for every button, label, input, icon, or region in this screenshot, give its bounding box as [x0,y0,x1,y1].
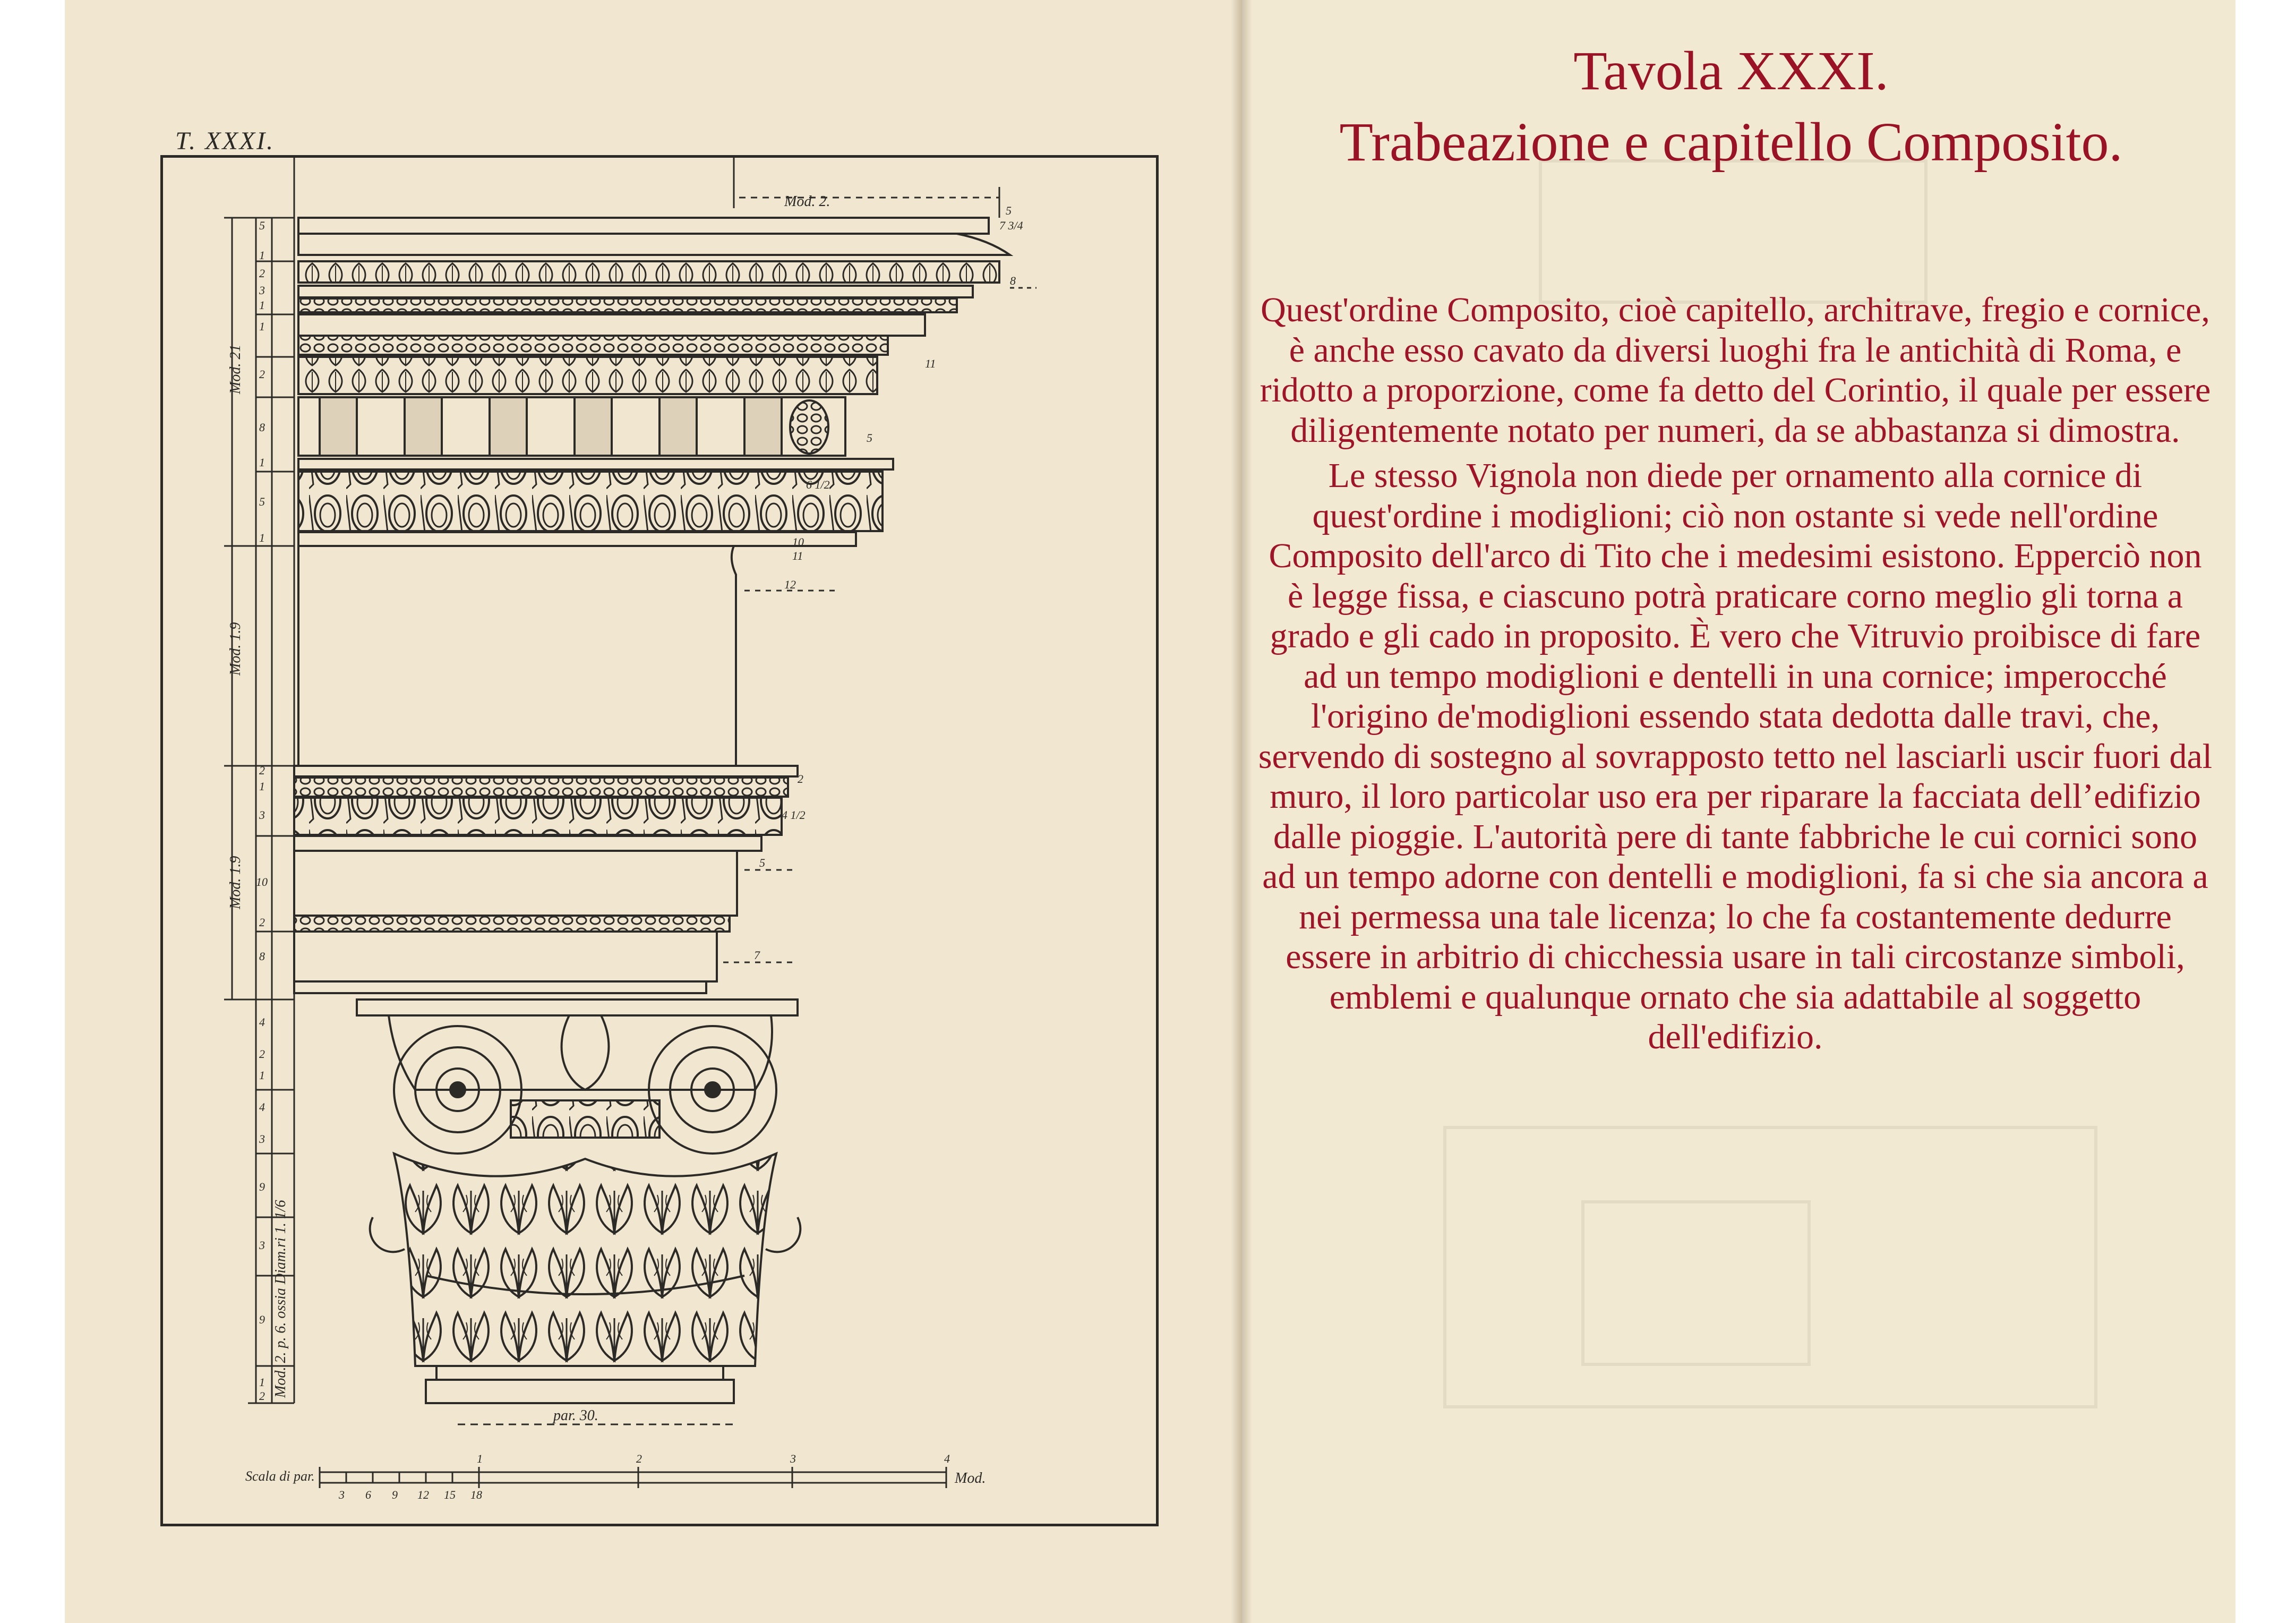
dim-mod19-frieze: Mod. 1.9 [227,622,244,676]
scale-mod-label: 3 [790,1452,796,1465]
dim-capital-height: Mod. 2. p. 6. ossia Diam.ri 1. 1/6 [272,1200,289,1398]
dim-mod21: Mod. 21 [227,344,244,394]
book-gutter [1231,0,1252,1623]
part-label: 10 [256,875,268,889]
plate-label: T. XXXI. [175,127,275,155]
part-label: 2 [259,764,265,777]
offset-label: 5 [1006,204,1012,217]
scale-tick-label: 15 [444,1488,456,1501]
dim-mod2-top: Mod. 2. [784,193,830,210]
part-label: 1 [259,320,265,333]
offset-label: 11 [925,357,936,370]
part-label: 3 [259,808,265,822]
offset-label: 2 [798,772,803,785]
offset-label: 11 [792,549,803,562]
part-label: 1 [259,780,265,793]
part-label: 4 [259,1015,265,1029]
title-line-2: Trabeazione e capitello Composito. [1339,112,2123,173]
part-label: 9 [259,1180,265,1193]
scale-tick-label: 12 [417,1488,429,1501]
frieze [298,546,736,766]
part-label: 1 [259,456,265,469]
scale-tick-label: 18 [470,1488,482,1501]
right-offset-labels [754,204,1023,962]
scale-mod-label: 4 [944,1452,950,1465]
dim-mod19-architrave: Mod. 1.9 [227,856,244,909]
scale-tick-label: 6 [365,1488,371,1501]
offset-label: 5 [759,856,765,869]
part-label: 9 [259,1313,265,1326]
scale-mod-label: 1 [477,1452,483,1465]
paragraph-1: Quest'ordine Composito, cioè capitello, architrave, fregio e cornice, è anche esso cavato da diversi luoghi fra le antichità di Roma, e ridotto a proporzione, come fa detto del Corintio, il quale per essere diligentemente notato per numeri, da se abbastanza si dimostra. [1260,291,2211,450]
offset-label: 7 3/4 [999,219,1023,232]
part-label: 3 [259,284,265,297]
part-label: 2 [259,1047,265,1061]
offset-label: 7 [754,949,760,962]
entablature-drawing [160,155,1159,1526]
offset-label: 8 [1010,274,1016,287]
scale-label: Scala di par. [245,1468,315,1484]
cornice [298,218,1010,546]
scale-unit: Mod. [955,1470,986,1487]
part-label: 2 [259,1389,265,1403]
part-label: 1 [259,298,265,312]
paragraph-2: Le stesso Vignola non diede per ornamento alla cornice di quest'ordine i modiglioni; ciò non ostante si vede nell'ordine Composito dell'arco di Tito che i medesimi esistono. Epperciò non è legge fissa, e ciascuno potrà praticare corno meglio gli torna a grado e gli cado in proposito. È vero che Vitruvio proibisce di fare ad un tempo modiglioni e dentelli in una cornice; imperocché l'origino de'modiglioni essendo stata dedotta dalle travi, che, servendo di sostegno al sovrapposto tetto nel lasciarli uscir fuori dal muro, il loro particolar uso era per riparare la facciata dell’edifizio dalle pioggie. L'autorità pere di tante fabbriche le cui cornici sono ad un tempo adorne con dentelli e modiglioni, fa si che sia ancora a nei permessa una tale licenza; lo che fa costantemente dedurre essere in arbitrio di chicchessia usare in tali circostanze simboli, emblemi e qualunque ornato che sia adattabile al soggetto dell'edifizio. [1258,456,2213,1056]
part-label: 1 [259,249,265,262]
offset-label: 4 1/2 [782,808,806,822]
composite-capital [357,1000,800,1403]
scale-tick-label: 3 [339,1488,345,1501]
part-label: 2 [259,267,265,280]
part-label: 4 [259,1100,265,1114]
part-label: 8 [259,950,265,963]
left-part-labels [256,219,268,1403]
scale-bar [320,1467,946,1488]
dim-par30: par. 30. [553,1407,598,1424]
part-label: 2 [259,368,265,381]
title-line-1: Tavola XXXI. [1573,40,1889,101]
part-label: 3 [259,1238,265,1252]
page-title [1253,37,2209,180]
body-text [1257,290,2213,1057]
part-label: 5 [259,495,265,508]
part-label: 1 [259,531,265,544]
offset-label: 6 1/2 [806,478,830,491]
offset-label: 5 [867,431,872,445]
offset-label: 10 [792,535,804,549]
part-label: 3 [259,1132,265,1146]
scale-mod-label: 2 [636,1452,642,1465]
part-label: 8 [259,421,265,434]
architrave [294,766,798,993]
part-label: 1 [259,1376,265,1389]
part-label: 5 [259,219,265,232]
part-label: 2 [259,916,265,929]
offset-label: 12 [784,578,796,591]
part-label: 1 [259,1069,265,1082]
scale-tick-label: 9 [392,1488,398,1501]
